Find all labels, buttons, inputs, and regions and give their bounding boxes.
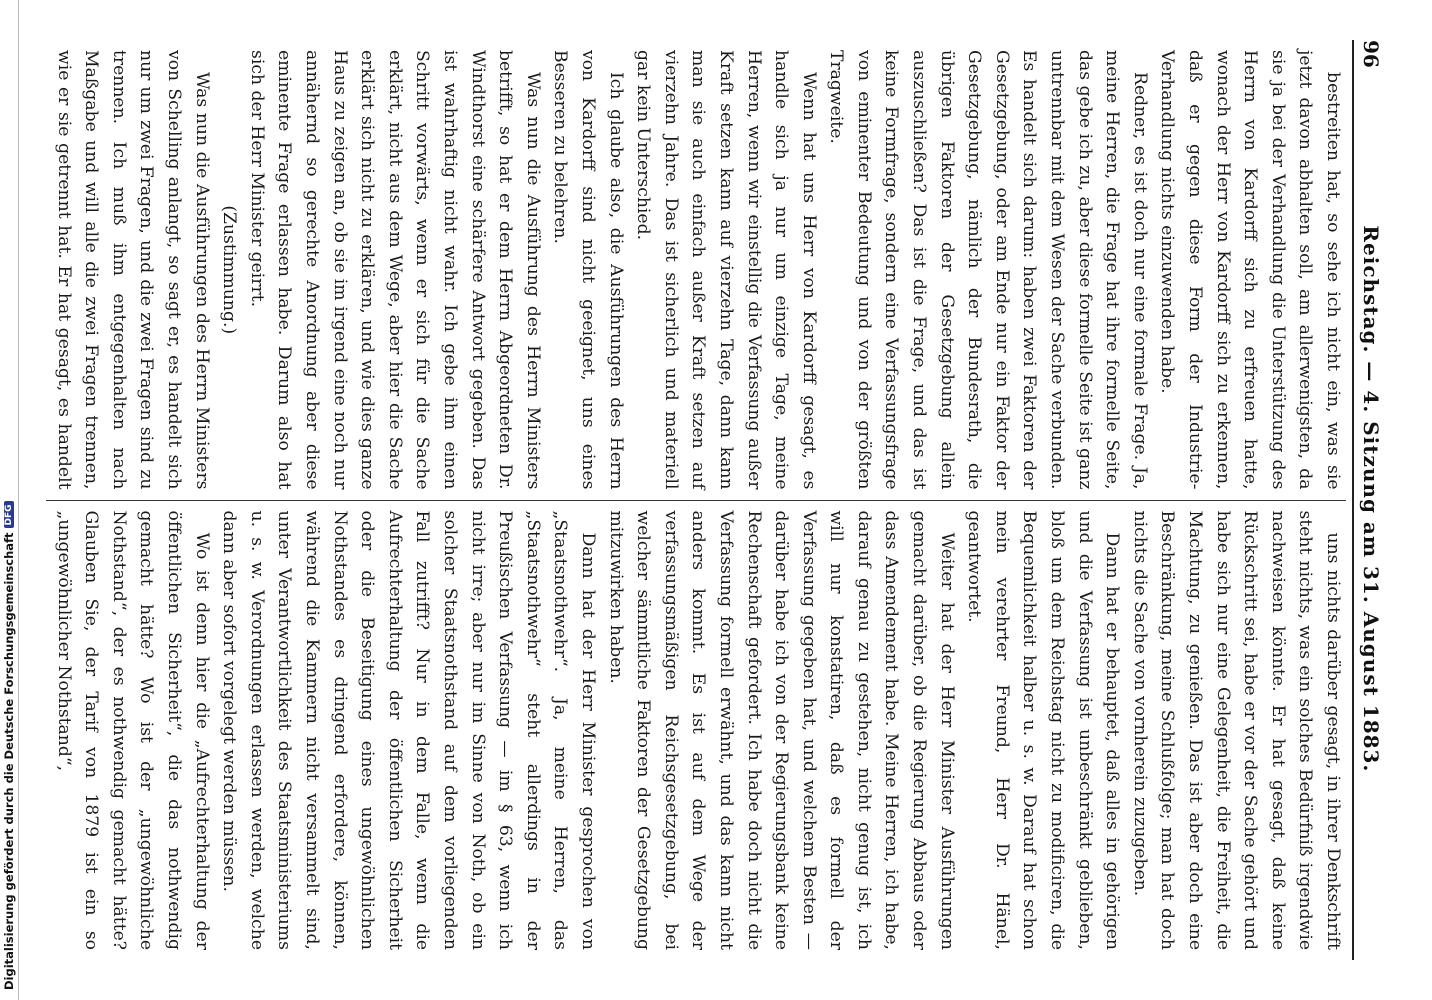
paragraph: Was nun die Ausführungen des Herrn Ministers von Schelling anlangt, so sagt er, es handelt sich nur um zwei Fragen, und die zwei Fragen sind zu trennen. Ich muß ihm entgegenhalten nach Maßgabe und will alle die zwei Fragen trennen, wie er sie getrennt hat. Er hat gesagt, es handelt bbox=[53, 50, 212, 490]
paragraph: Dann hat der Herr Minister gesprochen von „Staatsnothwehr“. Ja, meine Herren, das „Staatsnothwehr“ steht allerdings in der Preußischen Verfassung — im § 63, wenn ich nicht irre; aber nur im Sinne von Noth, ob ein solcher Staatsnothstand auf dem vorliegenden Fall zutrifft? Nur in dem Falle, wenn die Aufrechterhaltung der öffentlichen Sicherheit oder die Beseitigung eines ungewöhnlichen Nothstandes es dringend erfordere, können, während die Kammern nicht versammelt sind, unter Verantwortlichkeit des Staatsministeriums u. s. w. Verordnungen erlassen werden, welche dann aber sofort vorgelegt werden müssen. bbox=[219, 510, 598, 950]
paragraph: bestreiten hat, so sehe ich nicht ein, was sie jetzt davon abhalten soll, am allerwenigsten, da sie ja bei der Verhandlung die Unterstützung des Herrn von Kardorff sich zu erfreuen hatte, wonach der Herr von Kardorff sich zu erkennen, daß er gegen diese Form der Industrie-Verhandlung nichts einzuwenden habe. bbox=[1157, 50, 1343, 490]
text-columns bbox=[46, 40, 1346, 960]
paragraph: (Zustimmung.) bbox=[219, 205, 240, 335]
paragraph: Wo ist denn hier die „Aufrechterhaltung der öffentlichen Sicherheit“, die das nothwendig gemacht hätte? Wo ist der „ungewöhnliche Nothstand“, der es nothwendig gemacht hätte? Glauben Sie, der Tarif von 1879 ist ein so „ungewöhnlicher Nothstand“, bbox=[53, 510, 212, 950]
page-number: 96 bbox=[1359, 40, 1383, 68]
paragraph: Wenn hat uns Herr von Kardorff gesagt, es handle sich ja nur um einzige Tage, meine Herren, wenn wir einstellig die Verfassung außer Kraft setzen kann auf vierzehn Tage, dann kann man sie auch einfach außer Kraft setzen auf vierzehn Jahre. Das ist sicherlich und materiell gar kein Unterschied. bbox=[633, 50, 819, 490]
digitization-credit bbox=[2, 501, 16, 990]
page-header bbox=[1352, 40, 1388, 960]
paragraph: Ich glaube also, die Ausführungen des Herrn von Kardorff sind nicht geeignet, uns eines Besseren zu belehren. bbox=[550, 50, 626, 490]
credit-text: Digitalisierung gefördert durch die Deutsche Forschungsgemeinschaft bbox=[2, 532, 16, 990]
paragraph: Dann hat er behauptet, daß alles in gehörigen und die Verfassung ist unbeschränkt geblieben, bloß um dem Reichstag nicht zu modificiren, die Bequemlichkeit halber u. s. w. Darauf hat schon mein verehrter Freund, Herr Dr. Hänel, geantwortet. bbox=[964, 510, 1123, 950]
digitization-credit-strip bbox=[0, 0, 18, 1000]
column-left bbox=[46, 40, 1346, 500]
scan-edge-rule bbox=[18, 0, 19, 1000]
paragraph: Was nun die Ausführung des Herrn Ministers betrifft, so hat er dem Herrn Abgeordneten Dr. Windthorst eine schärfere Antwort gegeben. Das ist wahrhaftig nicht wahr. Ich gebe ihm einen Schritt vorwärts, wenn er sich für die Sache erklärt, nicht aus dem Wege, aber hier die Sache erklärt sich nicht zu erklären, und wie dies ganze Haus zu zeigen an, ob sie im irgend eine noch nur annähernd so gerechte Anordnung aber diese eminente Frage erlassen habe. Darum also hat sich der Herr Minister geirrt. bbox=[246, 50, 543, 490]
dfg-logo-icon: DFG bbox=[4, 501, 14, 528]
running-head: Reichstag. — 4. Sitzung am 31. August 1883. bbox=[1359, 225, 1383, 773]
scanned-page bbox=[36, 20, 1396, 980]
paragraph: Weiter hat der Herr Minister Ausführungen gemacht darüber, ob die Regierung Abbaus oder dass Amendement habe. Meine Herren, ich habe, darauf genau zu gestehen, nicht genug ist, ich will nur konstatiren, daß es formell der Verfassung gegeben hat, und welchem Besten — darüber habe ich von der Regierungsbank keine Rechenschaft gefordert. Ich habe doch nicht die Verfassung formell erwähnt, und das kann nicht anders kommt. Es ist auf dem Wege der verfassungsmäßigen Reichsgesetzgebung, bei welcher sämmtliche Faktoren der Gesetzgebung mitzuwirken haben. bbox=[605, 510, 957, 950]
column-right bbox=[46, 500, 1346, 961]
paragraph: uns nichts darüber gesagt, in ihrer Denkschrift steht nichts, was ein solches Bedürfniß irgendwie nachweisen könnte. Er hat gesagt, daß keine Rückschritt sei, habe er vor der Sache gehört und habe sich nur eine Gelegenheit, die Freiheit, die Machtung, zu genießen. Das ist aber doch eine Beschränkung, meine Schlußfolge; man hat doch nichts die Sache von vornherein zuzugeben. bbox=[1129, 510, 1343, 950]
paragraph: Redner, es ist doch nur eine formale Frage. Ja, meine Herren, die Frage hat ihre formelle Seite, das gebe ich zu, aber diese formelle Seite ist ganz untrennbar mit dem Wesen der Sache verbunden. Es handelt sich darum: haben zwei Faktoren der Gesetzgebung, oder am Ende nur ein Faktor der Gesetzgebung, nämlich der Bundesrath, die übrigen Faktoren der Gesetzgebung allein auszuschließen? Das ist die Frage, und das ist keine Formfrage, sondern eine Verfassungsfrage von eminenter Bedeutung und von der größten Tragweite. bbox=[826, 50, 1150, 490]
